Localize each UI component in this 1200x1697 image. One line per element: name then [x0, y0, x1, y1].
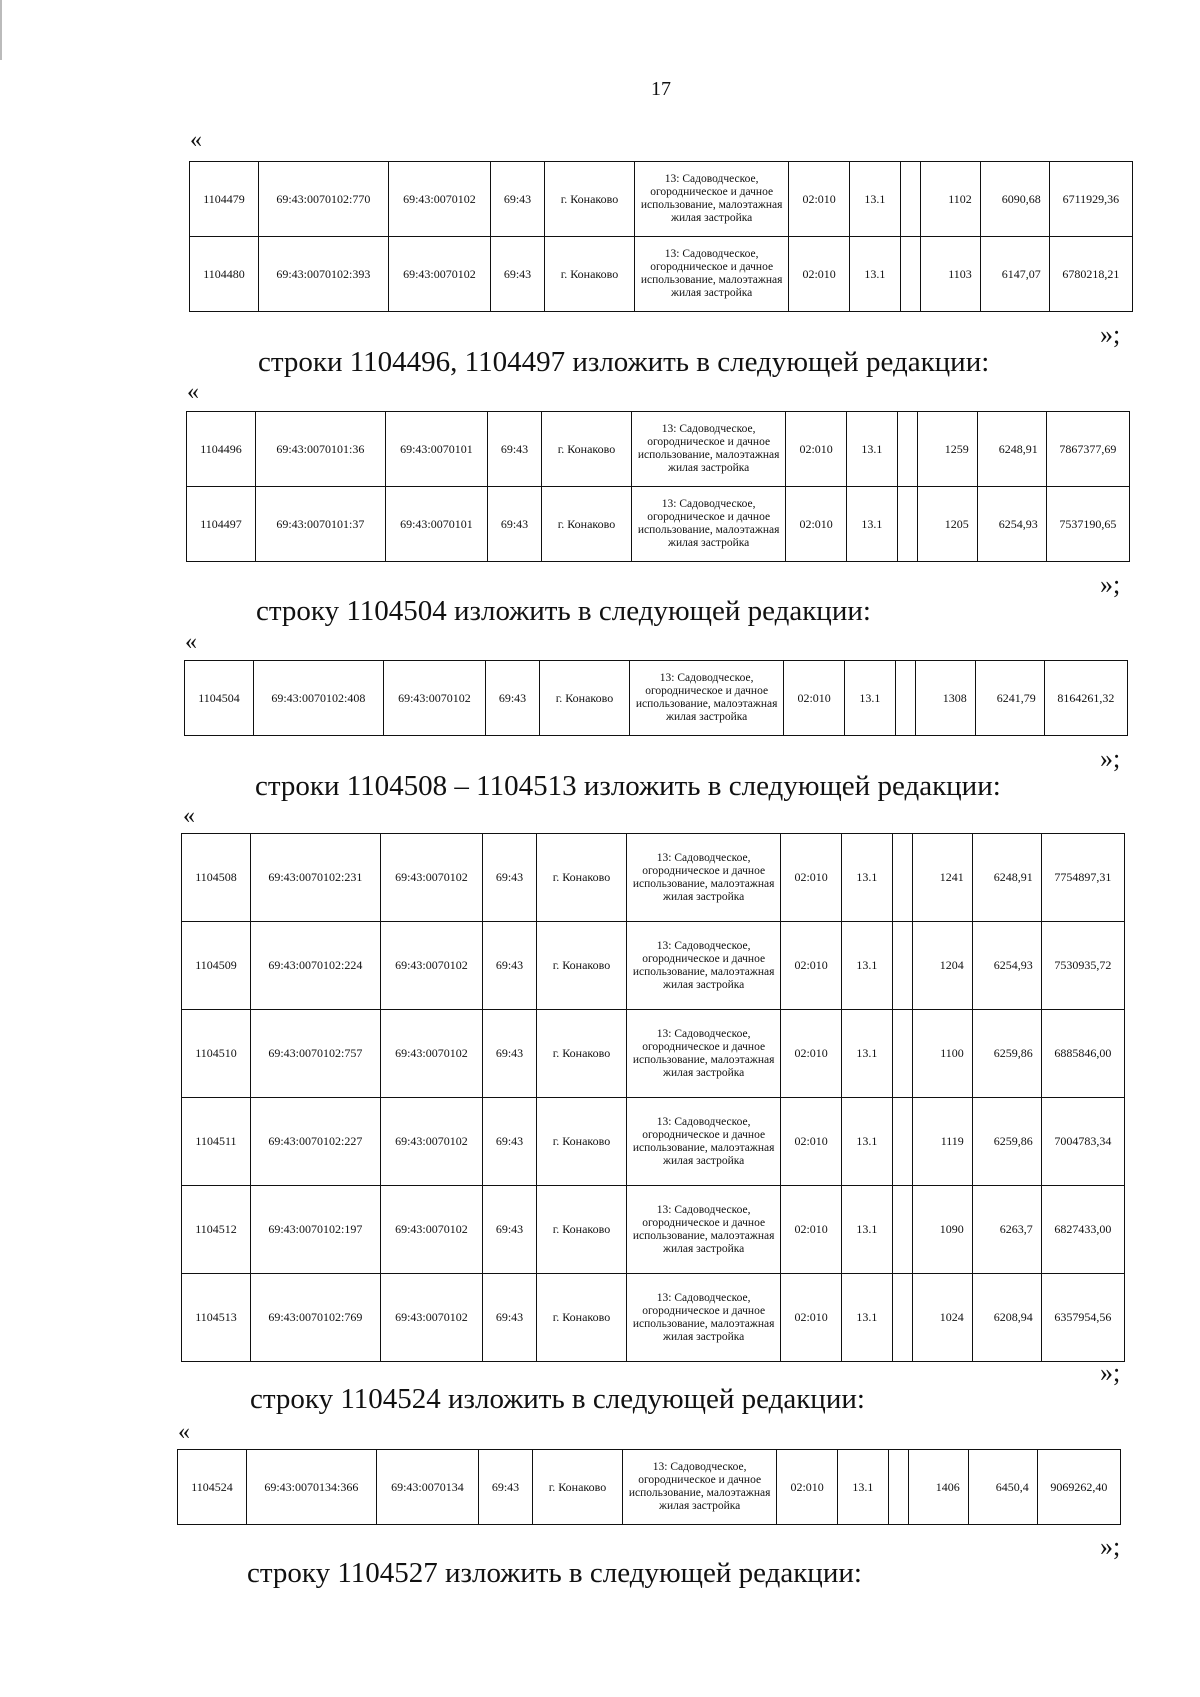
- section-heading: строки 1104508 – 1104513 изложить в следующей редакции:: [255, 770, 1001, 802]
- cell-cadastral-number: 69:43:0070102:408: [253, 661, 383, 736]
- cell-use-type: 13: Садоводческое, огородническое и дачное использование, малоэтажная жилая застройка: [635, 162, 789, 237]
- cell-district: 69:43: [479, 1450, 533, 1525]
- cell-locality: г. Конаково: [536, 1098, 626, 1186]
- cell-group: 13.1: [847, 412, 898, 487]
- cell-cadastral-number: 69:43:0070102:393: [258, 237, 388, 312]
- close-quote: »;: [1100, 1358, 1121, 1387]
- cell-cadastral-number: 69:43:0070102:769: [250, 1274, 380, 1362]
- cell-code: 02:010: [781, 1186, 842, 1274]
- cell-code: 02:010: [781, 834, 842, 922]
- cell-block: 69:43:0070102: [388, 237, 490, 312]
- cell-locality: г. Конаково: [536, 922, 626, 1010]
- table-row: [190, 237, 1133, 312]
- section-heading: строку 1104527 изложить в следующей редакции:: [247, 1557, 862, 1589]
- table-row: [190, 162, 1133, 237]
- cell-area: 1406: [908, 1450, 968, 1525]
- section-heading: строку 1104504 изложить в следующей редакции:: [256, 595, 871, 627]
- cadastral-table: [181, 833, 1125, 1362]
- table-row: [185, 661, 1128, 736]
- cell-empty: [892, 1010, 912, 1098]
- cell-group: 13.1: [850, 162, 901, 237]
- open-quote: «: [178, 1419, 190, 1445]
- cell-cadastral-number: 69:43:0070102:227: [250, 1098, 380, 1186]
- cell-code: 02:010: [786, 487, 847, 562]
- cell-use-type: 13: Садоводческое, огородническое и дачное использование, малоэтажная жилая застройка: [627, 1274, 781, 1362]
- cell-locality: г. Конаково: [539, 661, 629, 736]
- section-heading: строки 1104496, 1104497 изложить в следующей редакции:: [258, 346, 990, 378]
- cell-locality: г. Конаково: [541, 412, 631, 487]
- cell-use-type: 13: Садоводческое, огородническое и дачное использование, малоэтажная жилая застройка: [630, 661, 784, 736]
- cell-empty: [892, 1274, 912, 1362]
- cell-empty: [892, 1098, 912, 1186]
- cell-block: 69:43:0070102: [380, 1010, 482, 1098]
- cell-specific-value: 6450,4: [968, 1450, 1037, 1525]
- cell-specific-value: 6263,7: [972, 1186, 1041, 1274]
- cell-group: 13.1: [842, 1274, 893, 1362]
- cell-code: 02:010: [781, 1098, 842, 1186]
- open-quote: «: [187, 379, 199, 405]
- cell-group: 13.1: [842, 1010, 893, 1098]
- cell-specific-value: 6248,91: [977, 412, 1046, 487]
- cell-specific-value: 6259,86: [972, 1098, 1041, 1186]
- cell-use-type: 13: Садоводческое, огородническое и дачное использование, малоэтажная жилая застройка: [632, 487, 786, 562]
- cell-area: 1103: [920, 237, 980, 312]
- cell-cadastral-value: 7867377,69: [1046, 412, 1129, 487]
- cell-locality: г. Конаково: [536, 834, 626, 922]
- cell-specific-value: 6208,94: [972, 1274, 1041, 1362]
- cell-id: 1104509: [182, 922, 251, 1010]
- cell-specific-value: 6248,91: [972, 834, 1041, 922]
- cell-code: 02:010: [781, 922, 842, 1010]
- cell-group: 13.1: [847, 487, 898, 562]
- table-row: [182, 1274, 1125, 1362]
- cell-empty: [900, 237, 920, 312]
- cadastral-table: [189, 161, 1133, 312]
- cell-locality: г. Конаково: [536, 1274, 626, 1362]
- cell-code: 02:010: [781, 1274, 842, 1362]
- cell-area: 1259: [917, 412, 977, 487]
- cell-empty: [897, 487, 917, 562]
- table-row: [182, 1098, 1125, 1186]
- cell-group: 13.1: [838, 1450, 889, 1525]
- cadastral-table: [184, 660, 1128, 736]
- cell-use-type: 13: Садоводческое, огородническое и дачное использование, малоэтажная жилая застройка: [635, 237, 789, 312]
- cell-cadastral-number: 69:43:0070102:770: [258, 162, 388, 237]
- table-row: [187, 487, 1130, 562]
- cell-block: 69:43:0070101: [385, 412, 487, 487]
- cell-empty: [895, 661, 915, 736]
- cell-area: 1024: [912, 1274, 972, 1362]
- cell-code: 02:010: [789, 237, 850, 312]
- open-quote: «: [183, 803, 195, 829]
- cell-area: 1241: [912, 834, 972, 922]
- cell-cadastral-value: 7537190,65: [1046, 487, 1129, 562]
- cell-cadastral-number: 69:43:0070102:231: [250, 834, 380, 922]
- cell-district: 69:43: [483, 922, 537, 1010]
- cell-group: 13.1: [845, 661, 896, 736]
- cell-district: 69:43: [483, 1274, 537, 1362]
- cell-cadastral-number: 69:43:0070102:224: [250, 922, 380, 1010]
- cell-id: 1104510: [182, 1010, 251, 1098]
- cell-id: 1104479: [190, 162, 259, 237]
- close-quote: »;: [1100, 570, 1121, 599]
- cell-block: 69:43:0070102: [383, 661, 485, 736]
- cadastral-table: [177, 1449, 1121, 1525]
- cell-empty: [900, 162, 920, 237]
- cell-area: 1100: [912, 1010, 972, 1098]
- cell-locality: г. Конаково: [544, 237, 634, 312]
- cell-cadastral-value: 6711929,36: [1049, 162, 1132, 237]
- cell-empty: [892, 1186, 912, 1274]
- cell-id: 1104508: [182, 834, 251, 922]
- cell-code: 02:010: [789, 162, 850, 237]
- cell-district: 69:43: [491, 162, 545, 237]
- table-row: [178, 1450, 1121, 1525]
- cell-use-type: 13: Садоводческое, огородническое и дачное использование, малоэтажная жилая застройка: [632, 412, 786, 487]
- cell-block: 69:43:0070102: [380, 834, 482, 922]
- cell-cadastral-number: 69:43:0070101:37: [255, 487, 385, 562]
- cell-cadastral-value: 7754897,31: [1041, 834, 1124, 922]
- cell-district: 69:43: [491, 237, 545, 312]
- cell-id: 1104513: [182, 1274, 251, 1362]
- cell-cadastral-value: 6885846,00: [1041, 1010, 1124, 1098]
- cell-group: 13.1: [842, 922, 893, 1010]
- page-number: 17: [651, 78, 671, 100]
- cell-use-type: 13: Садоводческое, огородническое и дачное использование, малоэтажная жилая застройка: [627, 1098, 781, 1186]
- cell-id: 1104524: [178, 1450, 247, 1525]
- cell-group: 13.1: [842, 1186, 893, 1274]
- cell-district: 69:43: [488, 412, 542, 487]
- cell-cadastral-value: 6827433,00: [1041, 1186, 1124, 1274]
- cell-area: 1102: [920, 162, 980, 237]
- cell-locality: г. Конаково: [536, 1186, 626, 1274]
- cell-cadastral-number: 69:43:0070101:36: [255, 412, 385, 487]
- close-quote: »;: [1100, 320, 1121, 349]
- cell-block: 69:43:0070102: [380, 1274, 482, 1362]
- cell-cadastral-number: 69:43:0070102:757: [250, 1010, 380, 1098]
- open-quote: «: [190, 127, 202, 153]
- cell-empty: [892, 922, 912, 1010]
- cell-area: 1090: [912, 1186, 972, 1274]
- table-row: [187, 412, 1130, 487]
- cell-district: 69:43: [483, 1098, 537, 1186]
- cell-cadastral-value: 7004783,34: [1041, 1098, 1124, 1186]
- cell-area: 1205: [917, 487, 977, 562]
- close-quote: »;: [1100, 744, 1121, 773]
- cell-area: 1308: [915, 661, 975, 736]
- cell-cadastral-value: 6357954,56: [1041, 1274, 1124, 1362]
- cell-cadastral-value: 6780218,21: [1049, 237, 1132, 312]
- cell-group: 13.1: [842, 834, 893, 922]
- cell-cadastral-number: 69:43:0070102:197: [250, 1186, 380, 1274]
- cell-locality: г. Конаково: [541, 487, 631, 562]
- cell-locality: г. Конаково: [544, 162, 634, 237]
- cell-use-type: 13: Садоводческое, огородническое и дачное использование, малоэтажная жилая застройка: [627, 1010, 781, 1098]
- section-heading: строку 1104524 изложить в следующей редакции:: [250, 1383, 865, 1415]
- cell-district: 69:43: [486, 661, 540, 736]
- open-quote: «: [185, 629, 197, 655]
- table-row: [182, 922, 1125, 1010]
- cell-specific-value: 6254,93: [977, 487, 1046, 562]
- cell-specific-value: 6147,07: [980, 237, 1049, 312]
- cell-block: 69:43:0070102: [380, 922, 482, 1010]
- cell-code: 02:010: [777, 1450, 838, 1525]
- cell-id: 1104512: [182, 1186, 251, 1274]
- cell-locality: г. Конаково: [536, 1010, 626, 1098]
- cell-district: 69:43: [483, 1010, 537, 1098]
- cadastral-table: [186, 411, 1130, 562]
- cell-locality: г. Конаково: [532, 1450, 622, 1525]
- cell-block: 69:43:0070134: [376, 1450, 478, 1525]
- cell-specific-value: 6259,86: [972, 1010, 1041, 1098]
- cell-use-type: 13: Садоводческое, огородническое и дачное использование, малоэтажная жилая застройка: [627, 1186, 781, 1274]
- cell-group: 13.1: [850, 237, 901, 312]
- cell-specific-value: 6241,79: [975, 661, 1044, 736]
- cell-id: 1104504: [185, 661, 254, 736]
- cell-id: 1104480: [190, 237, 259, 312]
- cell-id: 1104511: [182, 1098, 251, 1186]
- cell-empty: [892, 834, 912, 922]
- cell-id: 1104496: [187, 412, 256, 487]
- close-quote: »;: [1100, 1532, 1121, 1561]
- cell-code: 02:010: [786, 412, 847, 487]
- cell-code: 02:010: [781, 1010, 842, 1098]
- cell-cadastral-value: 7530935,72: [1041, 922, 1124, 1010]
- cell-block: 69:43:0070101: [385, 487, 487, 562]
- table-row: [182, 1010, 1125, 1098]
- cell-empty: [897, 412, 917, 487]
- cell-use-type: 13: Садоводческое, огородническое и дачное использование, малоэтажная жилая застройка: [627, 834, 781, 922]
- cell-specific-value: 6090,68: [980, 162, 1049, 237]
- cell-cadastral-number: 69:43:0070134:366: [246, 1450, 376, 1525]
- cell-code: 02:010: [784, 661, 845, 736]
- cell-id: 1104497: [187, 487, 256, 562]
- cell-area: 1119: [912, 1098, 972, 1186]
- cell-district: 69:43: [483, 834, 537, 922]
- cell-block: 69:43:0070102: [380, 1098, 482, 1186]
- cell-use-type: 13: Садоводческое, огородническое и дачное использование, малоэтажная жилая застройка: [623, 1450, 777, 1525]
- table-row: [182, 1186, 1125, 1274]
- table-row: [182, 834, 1125, 922]
- scan-edge-mark: [0, 0, 2, 60]
- cell-block: 69:43:0070102: [380, 1186, 482, 1274]
- cell-cadastral-value: 8164261,32: [1044, 661, 1127, 736]
- cell-area: 1204: [912, 922, 972, 1010]
- cell-block: 69:43:0070102: [388, 162, 490, 237]
- cell-use-type: 13: Садоводческое, огородническое и дачное использование, малоэтажная жилая застройка: [627, 922, 781, 1010]
- cell-district: 69:43: [488, 487, 542, 562]
- cell-district: 69:43: [483, 1186, 537, 1274]
- cell-group: 13.1: [842, 1098, 893, 1186]
- cell-cadastral-value: 9069262,40: [1037, 1450, 1120, 1525]
- cell-empty: [888, 1450, 908, 1525]
- cell-specific-value: 6254,93: [972, 922, 1041, 1010]
